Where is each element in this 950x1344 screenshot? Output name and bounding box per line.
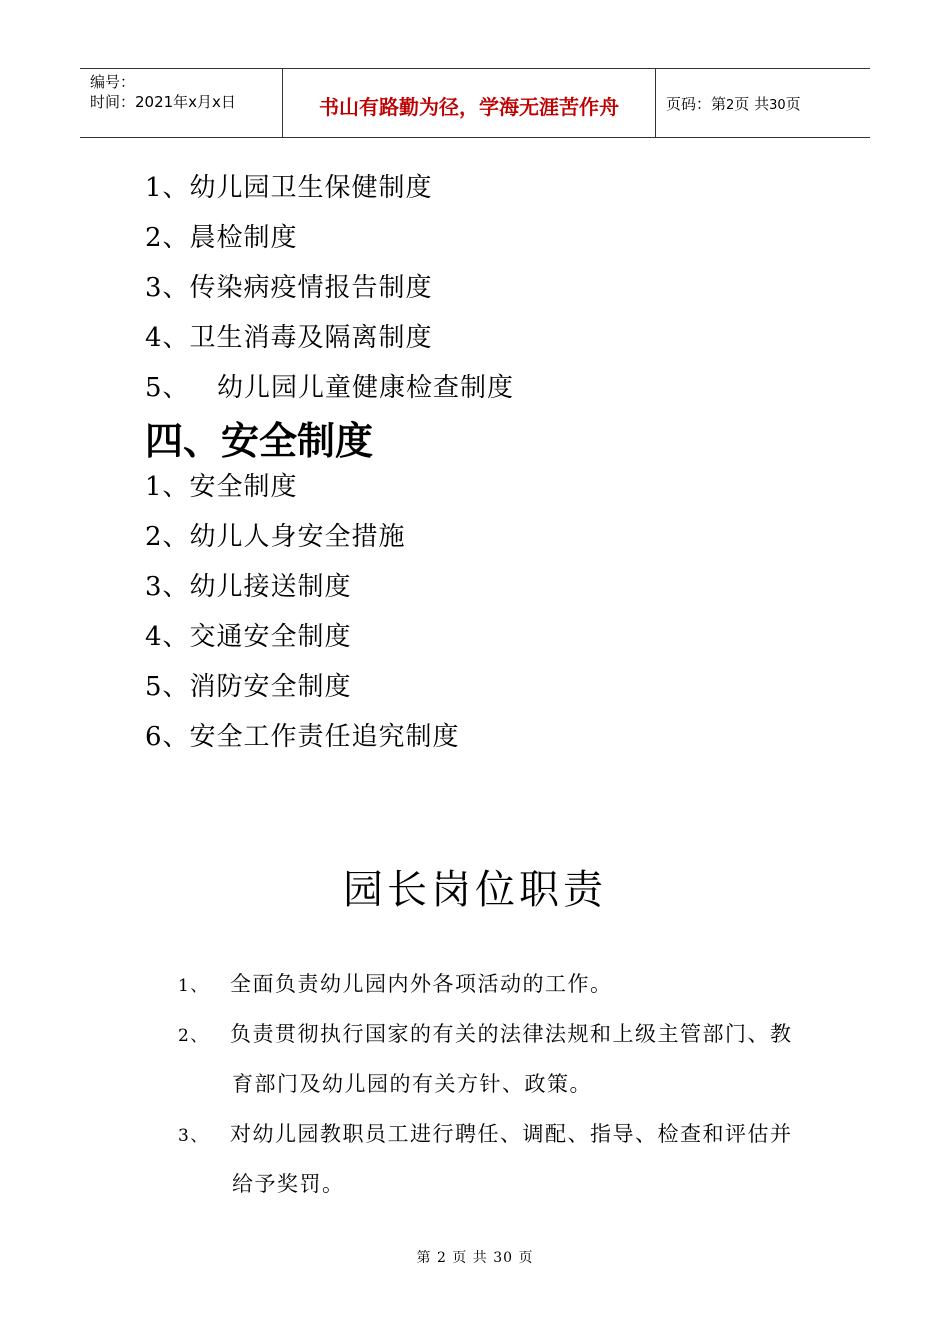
list-item — [145, 616, 352, 653]
list-item — [145, 267, 433, 304]
list-item — [145, 666, 352, 703]
list-item — [145, 217, 298, 254]
list-item-number: 5、 — [145, 672, 190, 702]
duty-number: 2、 — [178, 1026, 209, 1046]
list-item — [145, 466, 298, 503]
duty-item — [178, 1018, 793, 1048]
list-item-text: 幼儿人身安全措施 — [189, 522, 406, 552]
list-item-text: 卫生消毒及隔离制度 — [189, 323, 433, 353]
page-code-mid: 页 共 — [734, 95, 770, 113]
list-item-text: 安全工作责任追究制度 — [189, 722, 460, 752]
page-footer: 第 2 页 共 30 页 — [416, 1250, 534, 1266]
duty-text: 全面负责幼儿园内外各项活动的工作。 — [230, 972, 613, 996]
header-motto-cell — [283, 69, 656, 137]
duty-text: 负责贯彻执行国家的有关的法律法规和上级主管部门、教 — [230, 1022, 793, 1046]
list-item-number: 6、 — [145, 722, 190, 752]
header-page-cell — [656, 69, 870, 137]
list-item-text: 幼儿园卫生保健制度 — [189, 173, 433, 203]
duty-number: 3、 — [178, 1126, 209, 1146]
list-item-text: 晨检制度 — [189, 223, 298, 253]
header-page-code — [666, 93, 801, 114]
header-meta-cell — [80, 69, 283, 137]
duty-text-continued: 给予奖罚。 — [232, 1172, 345, 1196]
duty-item — [178, 968, 613, 998]
list-item — [145, 516, 406, 553]
list-item-number: 4、 — [145, 323, 190, 353]
list-item-number: 2、 — [145, 522, 190, 552]
list-item — [145, 566, 352, 603]
duty-text-continued: 育部门及幼儿园的有关方针、政策。 — [232, 1072, 592, 1096]
duty-number: 1、 — [178, 976, 209, 996]
page-code-suffix: 页 — [785, 95, 801, 113]
list-item — [145, 167, 433, 204]
document-time-label: 时间：2021年x月x日 — [90, 93, 236, 111]
list-item — [145, 716, 460, 753]
page-current: 2 — [726, 98, 735, 113]
list-item — [145, 367, 514, 404]
list-item-number: 1、 — [145, 173, 190, 203]
document-number-label: 编号： — [90, 73, 136, 91]
list-item-text: 传染病疫情报告制度 — [189, 273, 433, 303]
list-item-text: 幼儿园儿童健康检查制度 — [217, 373, 515, 403]
page-code-prefix: 页码：第 — [666, 95, 727, 113]
list-item-text: 安全制度 — [189, 472, 298, 502]
list-item-number: 3、 — [145, 572, 190, 602]
page-header — [80, 68, 870, 138]
list-item-text: 交通安全制度 — [189, 622, 352, 652]
duty-text: 对幼儿园教职员工进行聘任、调配、指导、检查和评估并 — [230, 1122, 793, 1146]
list-item-text: 幼儿接送制度 — [189, 572, 352, 602]
list-item-number: 4、 — [145, 622, 190, 652]
list-item-number: 3、 — [145, 273, 190, 303]
list-item-number: 2、 — [145, 223, 190, 253]
list-item-text: 消防安全制度 — [189, 672, 352, 702]
list-item-number: 5、 — [145, 373, 190, 403]
duty-item — [178, 1118, 793, 1148]
page-total: 30 — [769, 98, 786, 113]
list-item — [145, 317, 433, 354]
header-motto: 书山有路勤为径，学海无涯苦作舟 — [319, 95, 619, 119]
section-heading: 四、安全制度 — [145, 418, 374, 463]
document-title: 园长岗位职责 — [343, 867, 607, 913]
list-item-number: 1、 — [145, 472, 190, 502]
